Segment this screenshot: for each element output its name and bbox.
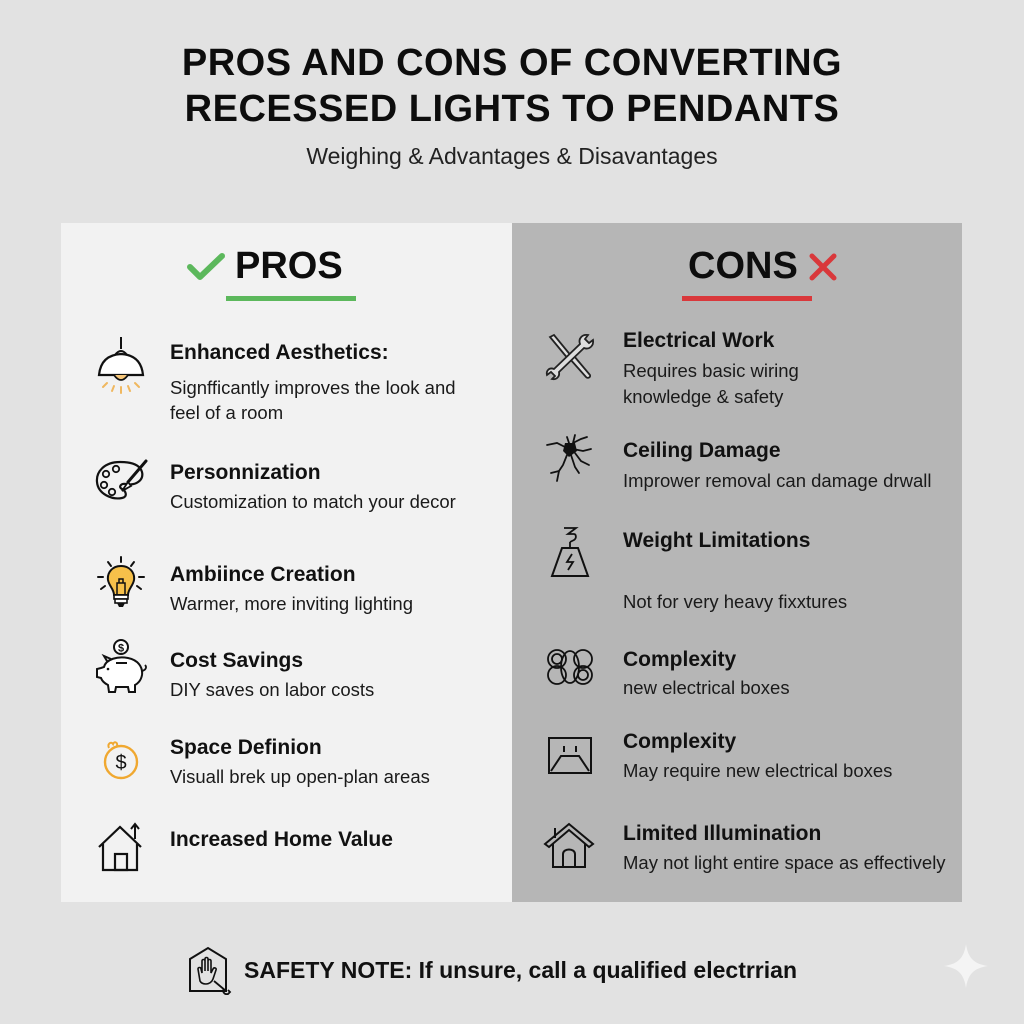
pros-item-desc: Visuall brek up open-plan areas — [170, 766, 430, 787]
safety-note — [186, 945, 797, 995]
title-line-1: PROS AND CONS OF CONVERTING — [181, 42, 843, 84]
cons-underline — [682, 296, 812, 301]
cons-item-title: Limited Illumination — [623, 822, 822, 845]
weight-hook-icon — [550, 526, 602, 578]
cons-item-desc: Requires basic wiring — [623, 360, 799, 381]
cons-item-desc: Not for very heavy fixxtures — [623, 591, 848, 612]
sparkle-icon — [942, 942, 990, 990]
pros-item-desc: Warmer, more inviting lighting — [170, 593, 413, 614]
cons-heading-label: CONS — [688, 245, 798, 287]
ceiling-crack-icon — [545, 433, 597, 485]
pros-heading — [187, 245, 343, 288]
page-subtitle: Weighing & Advantages & Disavantages — [306, 143, 718, 169]
cons-item-desc: May not light entire space as effectively — [623, 852, 946, 873]
svg-text:$: $ — [115, 752, 127, 774]
dollar-coin-icon — [99, 738, 151, 790]
house-icon — [543, 820, 595, 872]
cons-item-desc: May require new electrical boxes — [623, 760, 893, 781]
wrench-screwdriver-icon — [544, 331, 596, 383]
pros-item-title: Increased Home Value — [170, 828, 393, 851]
cons-item-desc: new electrical boxes — [623, 677, 790, 698]
tangled-wires-icon — [544, 647, 596, 699]
pros-item-desc: DIY saves on labor costs — [170, 679, 375, 700]
cons-panel — [512, 223, 962, 902]
paint-palette-icon — [94, 458, 146, 510]
pros-item-desc-2: feel of a room — [170, 402, 284, 423]
x-icon — [808, 252, 838, 282]
pros-item-desc: Signfficantly improves the look and — [170, 377, 456, 398]
pros-item-title: Ambiince Creation — [170, 563, 356, 586]
electrical-box-icon — [547, 736, 599, 788]
pros-underline — [226, 296, 356, 301]
pros-heading-label: PROS — [235, 245, 343, 287]
cons-item-title: Complexity — [623, 648, 737, 671]
cons-item-desc-2: knowledge & safety — [623, 386, 784, 407]
light-bulb-icon — [94, 555, 146, 607]
cons-item-title: Ceiling Damage — [623, 439, 781, 462]
page-title — [0, 40, 1024, 132]
cons-item-title: Electrical Work — [623, 329, 775, 352]
cons-item-title: Complexity — [623, 730, 737, 753]
pros-item-title: Personnization — [170, 461, 321, 484]
pros-item-title: Enhanced Aesthetics: — [170, 341, 389, 364]
cons-item-title: Weight Limitations — [623, 529, 811, 552]
check-icon — [187, 252, 225, 282]
pros-panel — [61, 223, 512, 902]
svg-text:$: $ — [117, 642, 125, 655]
title-line-2: RECESSED LIGHTS TO PENDANTS — [184, 88, 840, 130]
piggy-bank-icon — [94, 637, 146, 689]
cons-heading — [688, 245, 838, 288]
pros-item-title: Cost Savings — [170, 649, 304, 672]
safety-hand-wrench-icon — [186, 945, 236, 995]
house-arrow-up-icon — [96, 821, 148, 873]
pendant-lamp-icon — [95, 335, 147, 387]
cons-item-desc: Imprower removal can damage drwall — [623, 470, 932, 491]
pros-item-desc: Customization to match your decor — [170, 491, 456, 512]
pros-item-title: Space Definion — [170, 736, 322, 759]
safety-note-text: SAFETY NOTE: If unsure, call a qualified electrrian — [244, 956, 797, 983]
